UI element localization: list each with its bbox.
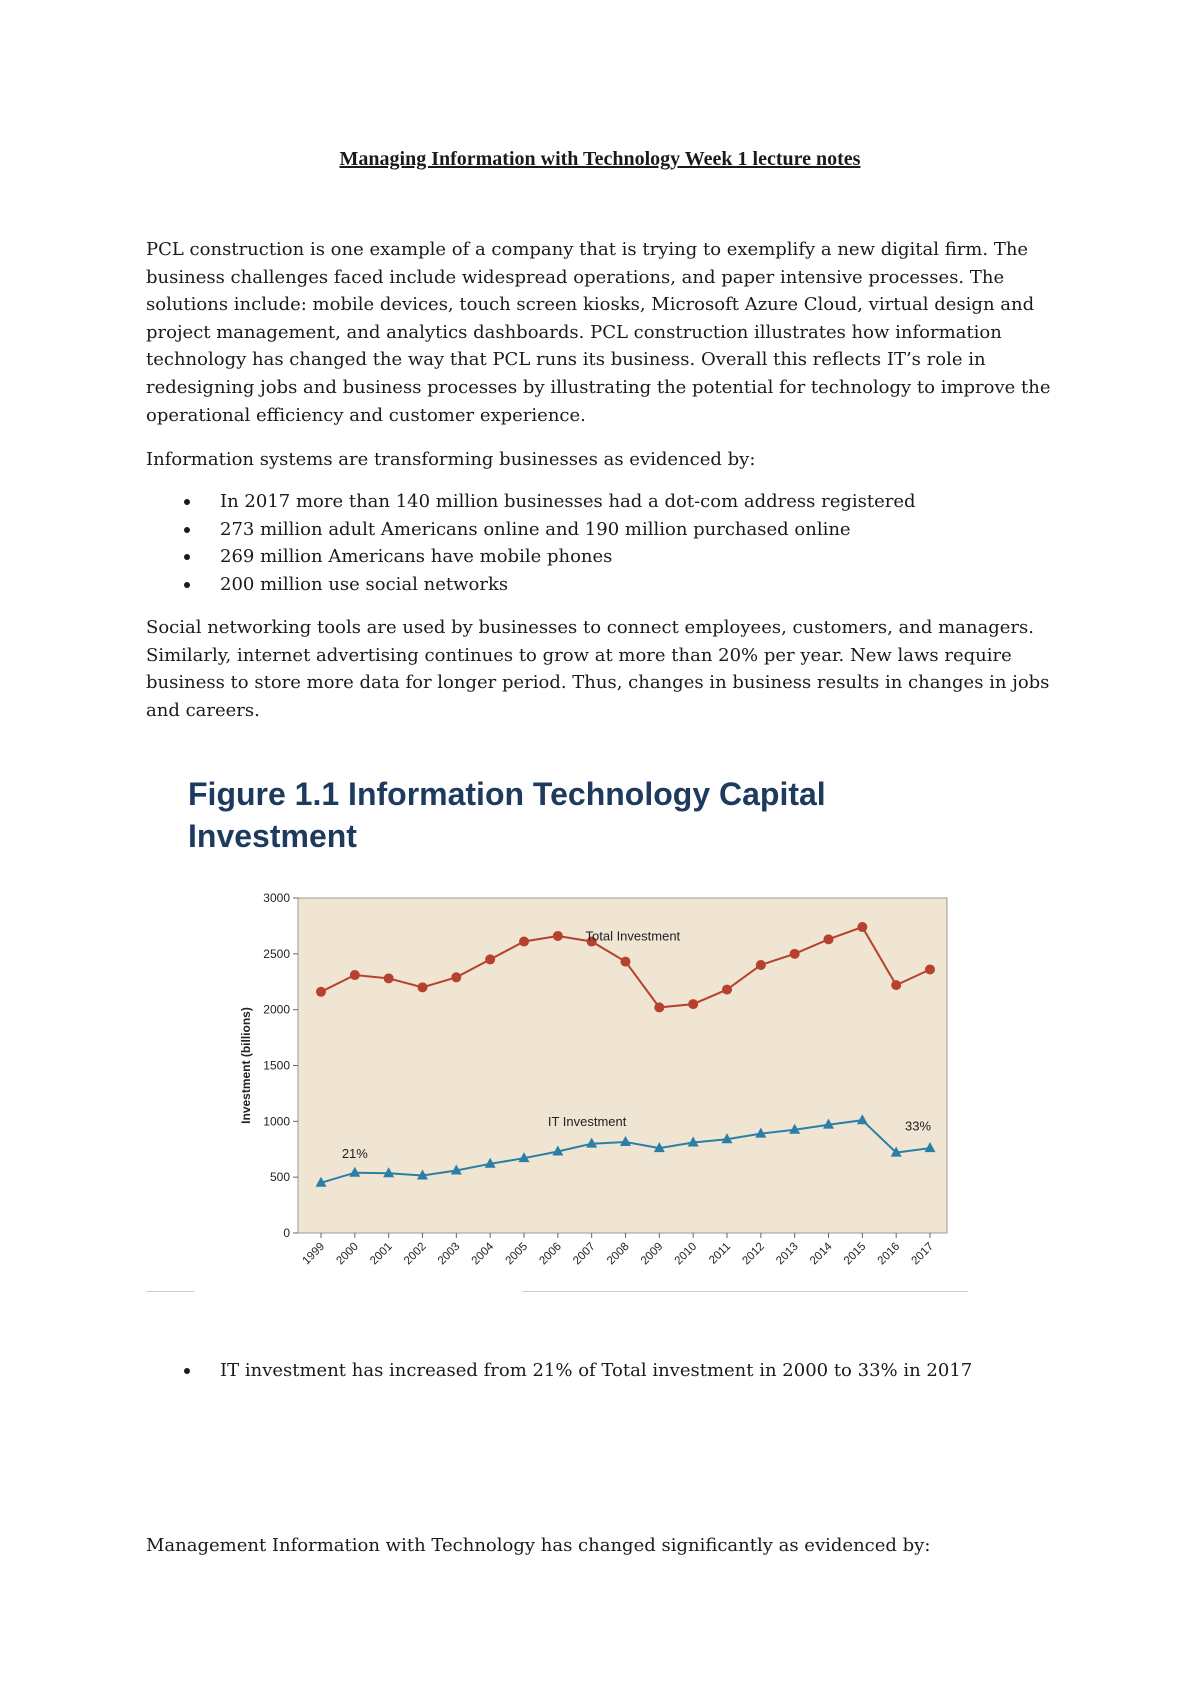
list-item: 269 million Americans have mobile phones [146,543,1076,571]
data-point [891,980,901,990]
x-tick-label: 2000 [334,1240,361,1268]
x-tick-label: 2016 [875,1240,903,1268]
separator-line [522,1291,968,1292]
data-point [925,964,935,974]
x-tick-label: 2012 [740,1240,767,1268]
data-point [384,973,394,983]
data-point [485,954,495,964]
x-tick-label: 2017 [909,1240,937,1268]
x-tick-label: 2015 [841,1240,869,1268]
data-point [654,1002,664,1012]
separator-line [146,1291,194,1292]
x-tick-label: 2013 [774,1240,801,1268]
paragraph-pcl: PCL construction is one example of a company that is trying to exemplify a new digital firm. The business challenges faced include widespread operations, and paper intensive processes. The solutions include: mobile devices, touch screen kiosks, Microsoft Azure Cloud, virtual design and project management, and analytics dashboards. PCL construction illustrates how information technology has changed the way that PCL runs its business. Overall this reflects IT’s role in redesigning jobs and business processes by illustrating the potential for technology to improve the operational efficiency and customer experience. [146,239,1051,426]
data-point [553,931,563,941]
x-tick-label: 2009 [638,1240,666,1268]
data-point [621,957,631,967]
y-tick-label: 1500 [263,1058,290,1073]
y-tick-label: 1000 [263,1114,290,1129]
data-point [756,960,766,970]
annotation-label: 21% [341,1146,368,1162]
y-tick-label: 2500 [263,946,290,961]
paragraph-info-systems: Information systems are transforming businesses as evidenced by: [146,449,756,470]
list-item: In 2017 more than 140 million businesses had a dot-com address registered [146,488,1076,516]
x-tick-label: 2010 [672,1240,700,1268]
y-tick-label: 0 [283,1226,290,1240]
document-title: Managing Information with Technology Week 1 lecture notes [339,148,861,170]
paragraph-social-networking: Social networking tools are used by businesses to connect employees, customers, and managers. Similarly, internet advertising continues to grow at more than 20% per year. New laws require business to store more data for longer period. Thus, changes in business results in changes in jobs and careers. [146,617,1050,721]
x-tick-label: 2001 [368,1240,395,1268]
x-tick-label: 2008 [605,1240,632,1268]
x-tick-label: 2005 [503,1240,531,1268]
data-point [722,985,732,995]
x-tick-label: 2002 [402,1240,429,1268]
data-point [688,999,698,1009]
y-tick-label: 500 [269,1170,290,1185]
paragraph-management: Management Information with Technology has changed significantly as evidenced by: [146,1535,931,1556]
x-tick-label: 2006 [537,1240,564,1268]
x-tick-label: 2003 [435,1240,463,1268]
data-point [418,982,428,992]
plot-area [298,898,947,1233]
y-axis-label: Investment (billions) [239,1007,253,1124]
bullet-list-it-investment [146,1357,1076,1385]
y-tick-label: 3000 [263,891,290,905]
x-tick-label: 2011 [707,1240,734,1267]
list-item: 273 million adult Americans online and 190 million purchased online [146,516,1076,544]
figure-title-line-2: Investment [188,818,357,854]
data-point [790,949,800,959]
data-point [519,937,529,947]
annotation-label: 33% [904,1118,932,1134]
y-tick-label: 2000 [263,1002,290,1017]
data-point [857,922,867,932]
data-point [316,987,326,997]
x-tick-label: 2014 [808,1240,835,1268]
series-label: Total Investment [585,928,681,944]
figure-title-line-1: Figure 1.1 Information Technology Capital [188,776,826,812]
data-point [350,970,360,980]
data-point [451,972,461,982]
x-tick-label: 2004 [469,1240,497,1268]
data-point [824,934,834,944]
list-item: IT investment has increased from 21% of Total investment in 2000 to 33% in 2017 [146,1357,1076,1385]
x-tick-label: 1999 [300,1240,328,1268]
list-item: 200 million use social networks [146,571,1076,599]
x-tick-label: 2007 [571,1240,598,1268]
series-label: IT Investment [547,1113,627,1129]
